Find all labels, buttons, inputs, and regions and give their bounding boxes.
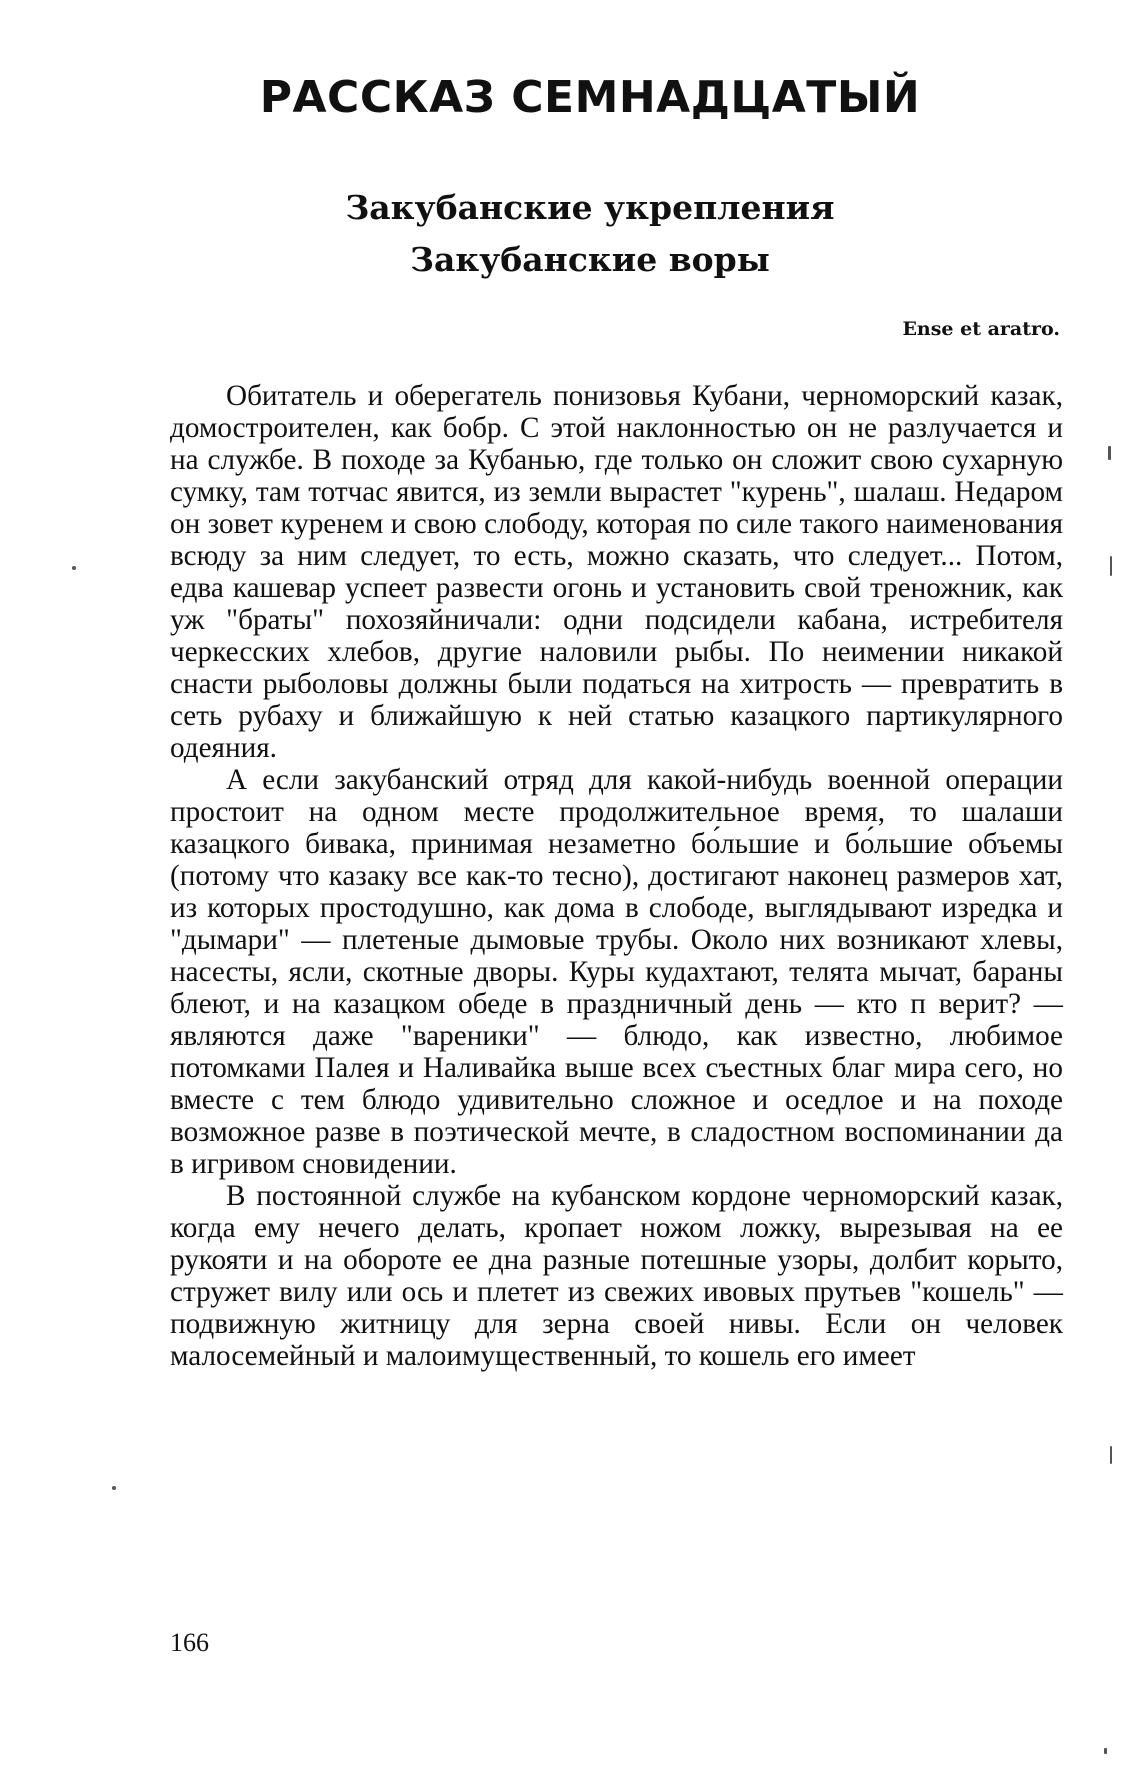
chapter-title: РАССКАЗ СЕМНАДЦАТЫЙ [259,72,921,123]
paragraph-2: А если закубанский отряд для какой-нибудь военной операции простоит на одном месте продолжительное время, то шалаши казацкого бивака, принимая незаметно бо́льшие и бо́льшие объемы (потому что казаку все как-то тесно), достигают наконец размеров хат, из которых простодушно, как дома в слободе, выглядывают изредка и "дымари" — плетеные дымовые трубы. Около них возникают хлевы, насесты, ясли, скотные дворы. Куры кудахтают, телята мычат, бараны блеют, и на казацком обеде в праздничный день — кто п верит? — являются даже "вареники" — блюдо, как известно, любимое потомками Палея и Наливайка выше всех съестных благ мира сего, но вместе с тем блюдо удивительно сложное и оседлое и на походе возможное разве в поэтической мечте, в сладостном воспоминании да в игривом сновидении. [170,764,1063,1180]
paragraph-3: В постоянной службе на кубанском кордоне черноморский казак, когда ему нечего делать, кропает ножом ложку, вырезывая на ее рукояти и на обороте ее дна разные потешные узоры, долбит корыто, стружет вилу или ось и плетет из свежих ивовых прутьев "кошель" — подвижную житницу для зерна своей нивы. Если он человек малосемейный и малоимущественный, то кошель его имеет [170,1180,1063,1372]
scan-speck [1110,556,1112,576]
scan-speck [1108,446,1111,460]
scan-speck [1104,1748,1107,1754]
body-text [170,380,1063,1372]
scan-speck [72,566,76,570]
scan-speck [112,1486,116,1490]
subtitle-fortifications: Закубанские укрепления [345,188,835,227]
subtitle-thieves: Закубанские воры [410,240,770,279]
epigraph: Ense et aratro. [902,318,1060,340]
scan-speck [1110,1446,1112,1464]
paragraph-1: Обитатель и оберегатель понизовья Кубани, черноморский казак, домостроителен, как бобр. С этой наклонностью он не разлучается и на службе. В походе за Кубанью, где только он сложит свою сухарную сумку, там тотчас явится, из земли вырастет "курень", шалаш. Недаром он зовет куренем и свою слободу, которая по силе такого наименования всюду за ним следует, то есть, можно сказать, что следует... Потом, едва кашевар успеет развести огонь и установить свой треножник, как уж "браты" похозяйничали: одни подсидели кабана, истребителя черкесских хлебов, другие наловили рыбы. По неимении никакой снасти рыболовы должны были податься на хитрость — превратить в сеть рубаху и ближайшую к ней статью казацкого партикулярного одеяния. [170,380,1063,764]
page-number: 166 [170,1628,209,1657]
